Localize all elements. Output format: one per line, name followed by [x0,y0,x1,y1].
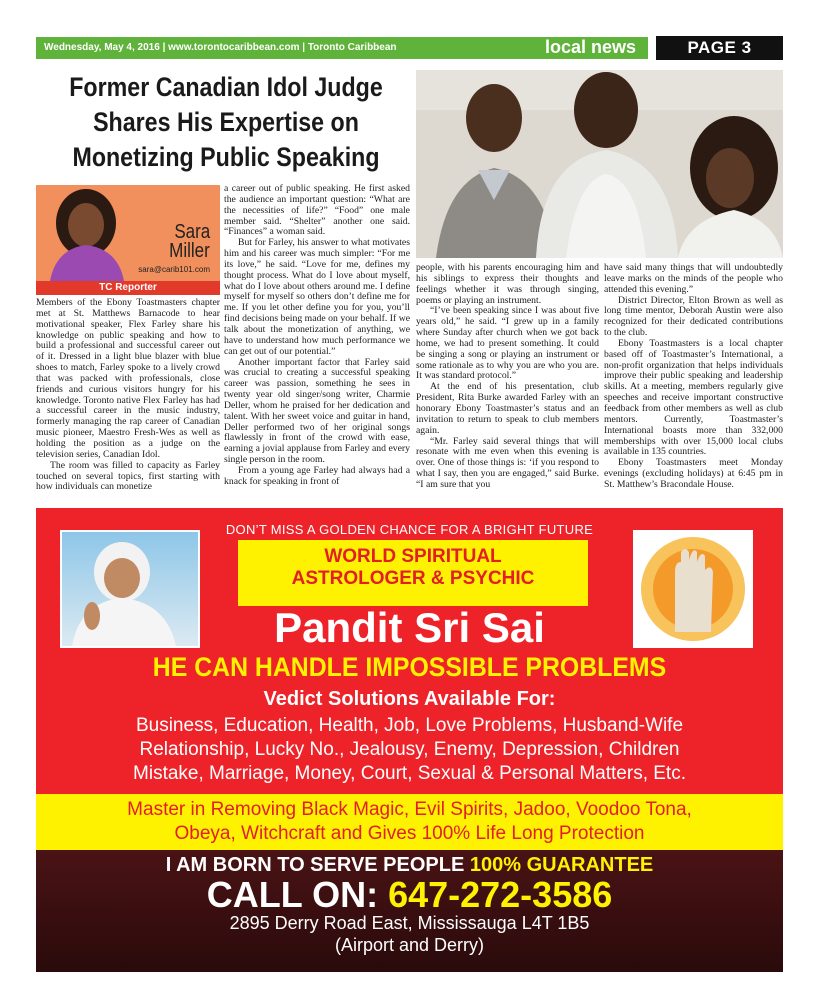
ad-title-line-2: ASTROLOGER & PSYCHIC [291,568,535,589]
article-column-4 [604,263,783,491]
paragraph: have said many things that will undoubtedly leave marks on the minds of the people who attended this evening.” [604,262,783,295]
paragraph: people, with his parents encouraging him and his siblings to express their thoughts and feelings whether it was through singing, poems or playing an instrument. [416,262,599,306]
ad-tagline: DON’T MISS A GOLDEN CHANCE FOR A BRIGHT FUTURE [225,522,594,537]
service-line: Mistake, Marriage, Money, Court, Sexual & Personal Matters, Etc. [133,763,686,784]
phone-number[interactable]: 647-272-3586 [388,874,613,915]
issue-meta: Wednesday, May 4, 2016 | www.torontocaribbean.com | Toronto Caribbean [44,42,397,53]
page-number-box [656,36,783,60]
address-landmark: (Airport and Derry) [334,935,485,955]
guarantee-text: 100% GUARANTEE [469,854,654,876]
page-number: PAGE 3 [687,38,752,57]
section-label: local news [544,37,636,57]
headline-line: Former Canadian Idol Judge [69,72,383,102]
paragraph: District Director, Elton Brown as well as long time mentor, Deborah Austin were also recognized for their dedicated contributions to the club. [604,294,783,339]
paragraph: At the end of his presentation, club President, Rita Burke awarded Farley with an honorary Ebony Toastmaster’s status and an invitation to return to speak to club members again. [416,381,599,436]
advertisement [36,508,783,972]
paragraph: From a young age Farley had always had a knack for speaking in front of [224,464,410,487]
ad-services-list [66,714,753,786]
paragraph: The room was filled to capacity as Farley touched on several topics, first starting with how individuals can monetize [36,459,220,493]
protection-line: Master in Removing Black Magic, Evil Spirits, Jadoo, Voodoo Tona, [127,799,692,820]
reporter-last-name: Miller [169,240,210,262]
article-column-3 [416,263,599,491]
ad-title-line-1: WORLD SPIRITUAL [324,546,502,567]
reporter-email: sara@carib101.com [138,265,210,274]
ad-slogan: HE CAN HANDLE IMPOSSIBLE PROBLEMS [152,652,667,682]
service-line: Business, Education, Health, Job, Love Problems, Husband-Wife [135,715,684,736]
ad-services-heading: Vedict Solutions Available For: [263,688,556,710]
guarantee-intro: I AM BORN TO SERVE PEOPLE [165,854,470,876]
ad-address [36,912,783,956]
call-label: CALL ON: [206,874,389,915]
reporter-portrait [36,185,136,281]
headline-line: Monetizing Public Speaking [72,142,380,172]
ad-name: Pandit Sri Sai [274,604,545,651]
headline-line: Shares His Expertise on [93,107,359,137]
paragraph: “Mr. Farley said several things that will resonate with me even when this evening is over. One of those things is: ‘if you respond to what I say, then you are engaged,” said Burke. “I am sure that you [416,435,599,490]
service-line: Relationship, Lucky No., Jealousy, Enemy, Depression, Children [139,739,680,760]
protection-line: Obeya, Witchcraft and Gives 100% Life Long Protection [174,823,645,844]
paragraph: Ebony Toastmasters meet Monday evenings (excluding holidays) at 6:45 pm in St. Matthew’s Bracondale House. [604,457,783,490]
article-headline [66,70,386,175]
reporter-role: TC Reporter [36,281,220,295]
event-photo [416,70,783,258]
event-photo-illustration [416,70,783,258]
header-bar [36,37,648,59]
reporter-first-name: Sara [174,221,210,243]
paragraph: But for Farley, his answer to what motivates him and his career was much simpler: “For me its love,” he said. “Love for me, defines my thought process. What do I love about myself, what do I love about others around me. I define myself for myself so others don’t define me for me. If you let other define you for you, you’ll find decisions being made on your behalf. If we talk about the monetization of anything, we have to understand how much performance we can get out of our potential.” [224,237,410,357]
article-column-2 [224,184,410,488]
paragraph: Members of the Ebony Toastmasters chapter met at St. Matthews Barnacode to hear motivational speaker, Flex Farley share his knowledge on public speaking and how to build a professional and successful career out of it. Dressed in a light blue blazer with blue shoes to match, Farley spoke to a lively crowd that was packed with professionals, close friends and curious visitors hungry for his knowledge. Toronto native Flex Farley has had a successful career in the music industry, formerly managing the rap career of Canadian music pioneer, Maestro Fresh-Wes as well as holding the position as a judge on the television series, Canadian Idol. [36,297,220,460]
address-line: 2895 Derry Road East, Mississauga L4T 1B5 [229,913,590,933]
protection-text [56,798,763,846]
call-line [36,874,783,916]
article-column-1 [36,298,220,493]
paragraph: “I’ve been speaking since I was about five years old,” he said. “I grew up in a family where Sunday after church when we got back home, we had to present something. It could be singing a song or playing an instrument or some rationale as to why you are who you are. It was standard protocol.” [416,305,599,382]
paragraph: Ebony Toastmasters is a local chapter based off of Toastmaster’s International, a non-profit organization that helps individuals improve their public speaking and leadership skills. At a meeting, members regularly give speeches and receive important constructive feedback from other members as well as club mentors. Currently, Toastmaster’s International boasts more than 332,000 memberships with over 15,000 local clubs available in 135 countries. [604,337,783,458]
paragraph: a career out of public speaking. He first asked the audience an important question: “What are the necessities of life?” “Food” one male member said. “Shelter” another one said. “Finances” a woman said. [224,183,410,238]
paragraph: Another important factor that Farley said was crucial to creating a successful speaking career was passion, something he sees in twenty year old singer/song writer, Charmie Deller, whom he praised for her dedication and talent. With her sweet voice and guitar in hand, Deller performed two of her original songs flawlessly in front of the crowd with ease, earning a jovial applause from Farley and every single person in the room. [224,356,410,466]
byline-box [36,185,220,281]
